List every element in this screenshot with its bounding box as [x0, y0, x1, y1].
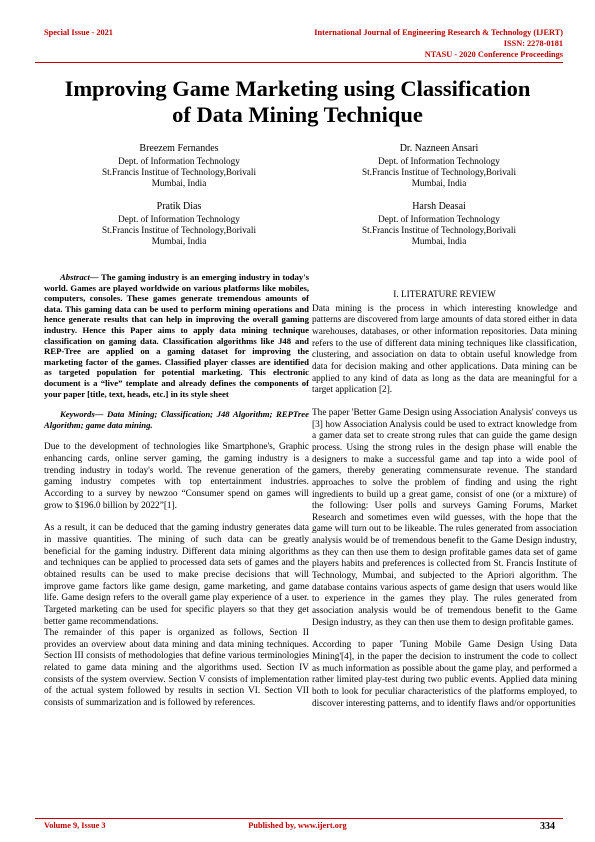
- author-institution: St.Francis Institue of Technology,Borivali: [362, 225, 516, 235]
- author-location: Mumbai, India: [411, 236, 467, 246]
- header-rule: [35, 62, 563, 63]
- footer-volume: Volume 9, Issue 3: [44, 821, 106, 830]
- running-header-left: Special Issue - 2021: [44, 28, 113, 37]
- footer-publisher: Published by, www.ijert.org: [248, 821, 347, 830]
- author-block: [324, 201, 554, 247]
- body-paragraph: According to paper 'Tuning Mobile Game Design Using Data Mining'[4], in the paper the decision to instrument the code to collect as much information as possible about the game play, and performed a rather limited play-test during two public events. Applied data mining both to look for peculiar characteristics of the platforms employed, to discover interesting patterns, and to identify flaws and/or opportunities: [312, 640, 577, 709]
- issn: ISSN: 2278-0181: [503, 39, 563, 48]
- author-block: [64, 201, 294, 247]
- author-institution: St.Francis Institue of Technology,Borivali: [362, 167, 516, 177]
- author-name: Breezem Fernandes: [139, 143, 219, 154]
- author-dept: Dept. of Information Technology: [118, 156, 240, 166]
- section-heading: I. LITERATURE REVIEW: [393, 290, 496, 300]
- title-line-1: Improving Game Marketing using Classification: [64, 76, 531, 101]
- abstract-text: The gaming industry is an emerging industry in today's world. Games are played worldwide on various platforms like mobiles, computers, consoles. These games generate tremendous amounts of data. This gaming data can be used to perform mining operations and hence generate results that can help in improving the overall gaming industry. Hence this Paper aims to apply data mining technique classification on gaming data. Classification algorithms like J48 and REP-Tree are applied on a gaming dataset for improving the marketing factor of the games. Classified player classes are identified as targeted population for potential marketing. This electronic document is a “live” template and already defines the components of your paper [title, text, heads, etc.] in its style sheet: [44, 272, 309, 399]
- body-paragraph: Due to the development of technologies like Smartphone's, Graphic enhancing cards, online server gaming, the gaming industry is a trending industry in today's world. The revenue generation of the gaming industry competes with top entertainment industries. According to a survey by newzoo “Consumer spend on games will grow to $196.0 billion by 2022”[1].: [44, 442, 309, 511]
- paper-title: [0, 76, 595, 128]
- conference-name: NTASU - 2020 Conference Proceedings: [424, 50, 563, 59]
- journal-name: International Journal of Engineering Research & Technology (IJERT): [314, 28, 563, 37]
- abstract-label: Abstract—: [60, 272, 99, 282]
- author-name: Harsh Deasai: [412, 201, 466, 212]
- footer-rule: [35, 818, 563, 819]
- author-dept: Dept. of Information Technology: [378, 156, 500, 166]
- author-name: Dr. Nazneen Ansari: [399, 143, 479, 154]
- author-dept: Dept. of Information Technology: [378, 214, 500, 224]
- title-line-2: of Data Mining Technique: [172, 102, 423, 127]
- abstract: [44, 272, 309, 399]
- right-column: [312, 290, 577, 721]
- left-column: [44, 272, 309, 721]
- body-paragraph: The paper 'Better Game Design using Association Analysis' conveys us [3] how Association Analysis could be used to extract knowledge from a gamer data set to create strong rules that can guide the game design process. Using the strong rules in the design phase will enable the designers to make a successful game and tap into a wide pool of gamers, thereby generating commensurate revenue. The standard approaches to solve the problem of finding and using the right ingredients to build up a great game, consist of one (or a mixture) of the following: User polls and surveys Gaming Forums, Market Research and sometimes even wild guesses, with the hope that the game will turn out to be likeable. The rules generated from association analysis would be of tremendous benefit to the Game Design industry, as they can then use them to design profitable games data set of game players habits and preferences is collected from St. Francis Institute of Technology, Mumbai, and subjected to the Apriori algorithm. The database contains various aspects of game design that users would like to experience in the games they play. The rules generated from association analysis would be of tremendous benefit to the Game Design industry, as they can then use them to design profitable games.: [312, 407, 577, 628]
- author-block: [64, 143, 294, 189]
- author-institution: St.Francis Institue of Technology,Borivali: [102, 225, 256, 235]
- author-location: Mumbai, India: [411, 178, 467, 188]
- author-block: [324, 143, 554, 189]
- keywords: Keywords— Data Mining; Classification; J48 Algorithm; REPTree Algorithm; game data mining.: [44, 409, 309, 430]
- author-dept: Dept. of Information Technology: [118, 214, 240, 224]
- body-paragraph: As a result, it can be deduced that the gaming industry generates data in massive quantities. The mining of such data can be greatly beneficial for the gaming industry. Different data mining algorithms and techniques can be applied to processed data sets of games and the obtained results can be used to make precise decisions that will improve game factors like game design, game marketing, and game life. Game design refers to the overall game play experience of a user. Targeted marketing can be used for specific players so that they get better game recommendations.: [44, 523, 309, 627]
- author-name: Pratik Dias: [156, 201, 202, 212]
- author-location: Mumbai, India: [151, 236, 207, 246]
- page-number: 334: [540, 821, 555, 832]
- author-location: Mumbai, India: [151, 178, 207, 188]
- author-institution: St.Francis Institue of Technology,Borivali: [102, 167, 256, 177]
- body-paragraph: The remainder of this paper is organized as follows, Section II provides an overview about data mining and data mining techniques. Section III consists of methodologies that define various terminologies related to game data mining and the algorithms used. Section IV consists of the system overview. Section V consists of implementation of the actual system followed by results in section VI. Section VII consists of summarization and is followed by references.: [44, 628, 309, 709]
- body-paragraph: Data mining is the process in which interesting knowledge and patterns are discovered from large amounts of data stored either in data warehouses, databases, or other information repositories. Data mining refers to the use of different data mining techniques like classification, clustering, and association on data to obtain useful knowledge from data for decision making and other applications. Data mining can be applied to any kind of data as long as the data are meaningful for a target application [2].: [312, 303, 577, 396]
- running-header-right: [314, 27, 563, 60]
